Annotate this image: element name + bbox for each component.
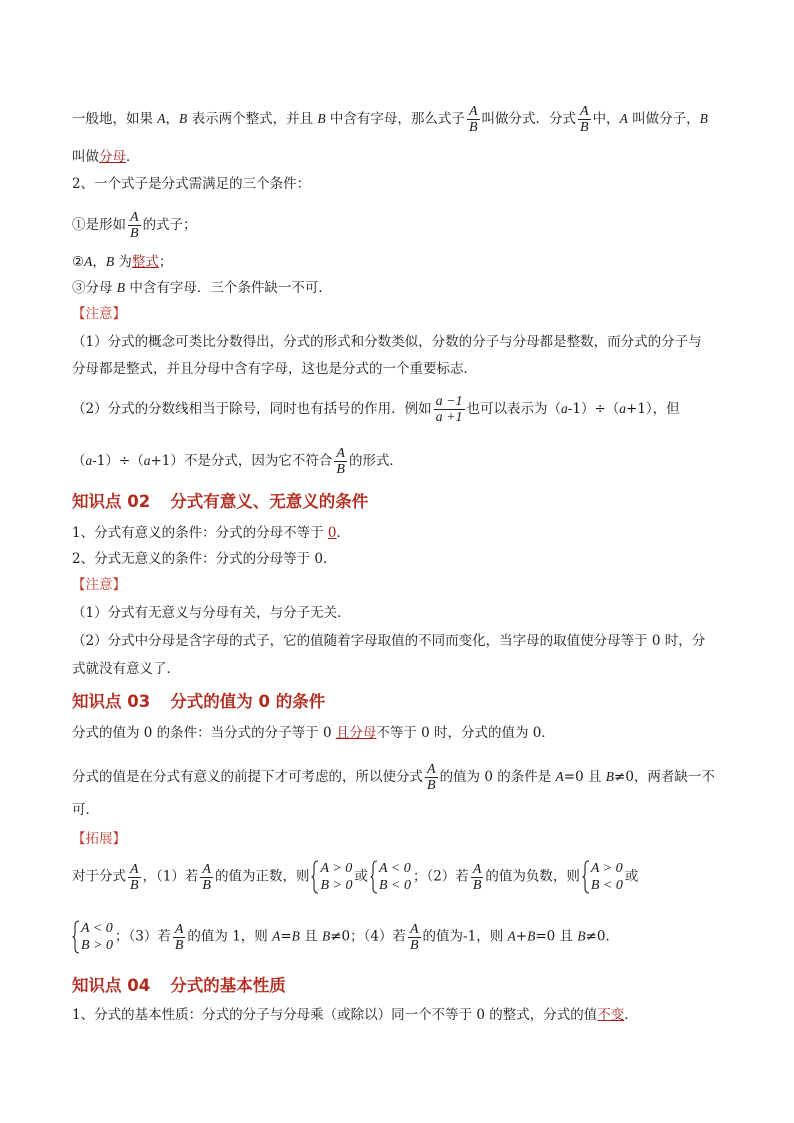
condition-1: ①是形如 $\frac{A}{B}$ 的式子； <box>72 210 197 241</box>
note-2-line-2: （a-1）÷（a+1）不是分式，因为它不符合 $\frac{A}{B}$ 的形式． <box>72 446 403 477</box>
note-1-line-2: 分母都是整式，并且分母中含有字母，这也是分式的一个重要标志． <box>72 361 477 377</box>
fraction-a-over-b: $\frac{A}{B}$ <box>580 104 589 135</box>
section-heading-04: 知识点 04 分式的基本性质 <box>72 976 286 995</box>
meaningful-condition: 1、分式有意义的条件：分式的分母不等于 0． <box>72 525 350 541</box>
condition-3: ③分母 B 中含有字母．三个条件缺一不可． <box>72 280 332 296</box>
paragraph-definition-cont: 叫做分母． <box>72 149 140 165</box>
note-2-line-1: （2）分式的分数线相当于除号，同时也有括号的作用．例如 $\frac{a -1}{a +1}$ 也可以表示为（a-1）÷（a+1），但 <box>72 394 680 425</box>
meaningless-condition: 2、分式无意义的条件：分式的分母等于 0． <box>72 551 337 567</box>
inequality-system-1: A > 0 B > 0 <box>311 860 352 894</box>
section-heading-02: 知识点 02 分式有意义、无意义的条件 <box>72 492 369 511</box>
fraction-a-over-b: $\frac{A}{B}$ <box>427 762 436 793</box>
extension-line-1: 对于分式 $\frac{A}{B}$ ，（1）若 $\frac{A}{B}$ 的值为正数，则 A > 0 B > 0 或 A < 0 B < 0 ；（2）若 $\frac{A}{B}$ 的值为负数，则 A > 0 B < 0 或 <box>72 861 639 893</box>
inequality-system-3: A > 0 B < 0 <box>582 860 623 894</box>
conditions-title: 2、一个式子是分式需满足的三个条件： <box>72 176 311 192</box>
zero-value-explanation-cont: 可． <box>72 802 99 818</box>
fraction-a-over-b: $\frac{A}{B}$ <box>130 861 139 893</box>
fraction-a-over-b: $\frac{A}{B}$ <box>174 921 184 953</box>
extension-line-2: A < 0 B > 0 ；（3）若 $\frac{A}{B}$ 的值为 1，则 A=B 且 B≠0；（4）若 $\frac{A}{B}$ 的值为-1，则 A+B=0 且 B≠0． <box>72 920 732 954</box>
fraction-a-over-b: $\frac{A}{B}$ <box>336 446 345 477</box>
fraction-a-over-b: $\frac{A}{B}$ <box>202 861 211 893</box>
inequality-system-2: A < 0 B < 0 <box>370 860 411 894</box>
basic-property: 1、分式的基本性质：分式的分子与分母乘（或除以）同一个不等于 0 的整式，分式的值不变． <box>72 1007 638 1023</box>
condition-2: ②A，B 为整式； <box>72 254 173 270</box>
note-2-item-2: （2）分式中分母是含字母的式子，它的值随着字母取值的不同而变化，当字母的取值使分母等于 0 时，分 <box>72 633 706 649</box>
extension-label: 【拓展】 <box>72 831 126 847</box>
inequality-system-4: A < 0 B > 0 <box>72 920 113 954</box>
note-2-item-2-cont: 式就没有意义了． <box>72 661 180 677</box>
paragraph-definition: 一般地，如果 A，B 表示两个整式，并且 B 中含有字母，那么式子 $\frac{A}{B}$ 叫做分式．分式 $\frac{A}{B}$ 中，A 叫做分子，B <box>72 104 708 135</box>
fraction-a-over-b: $\frac{A}{B}$ <box>472 861 482 893</box>
note-2-item-1: （1）分式有无意义与分母有关，与分子无关． <box>72 605 351 621</box>
fraction-a-minus-1-over-a-plus-1: $\frac{a -1}{a +1}$ <box>435 394 463 425</box>
fraction-a-over-b: $\frac{A}{B}$ <box>468 104 478 135</box>
fraction-a-over-b: $\frac{A}{B}$ <box>409 921 419 953</box>
zero-value-explanation: 分式的值是在分式有意义的前提下才可考虑的，所以使分式 $\frac{A}{B}$ 的值为 0 的条件是 A=0 且 B≠0，两者缺一不 <box>72 762 715 793</box>
section-heading-03: 知识点 03 分式的值为 0 的条件 <box>72 692 326 711</box>
note-label-2: 【注意】 <box>72 577 126 593</box>
fraction-a-over-b: $\frac{A}{B}$ <box>130 210 139 241</box>
zero-value-condition: 分式的值为 0 的条件：当分式的分子等于 0 且分母不等于 0 时，分式的值为 0． <box>72 725 555 741</box>
note-1-line-1: （1）分式的概念可类比分数得出，分式的形式和分数类似，分数的分子与分母都是整数，而分式的分子与 <box>72 334 702 350</box>
note-label: 【注意】 <box>72 306 126 322</box>
